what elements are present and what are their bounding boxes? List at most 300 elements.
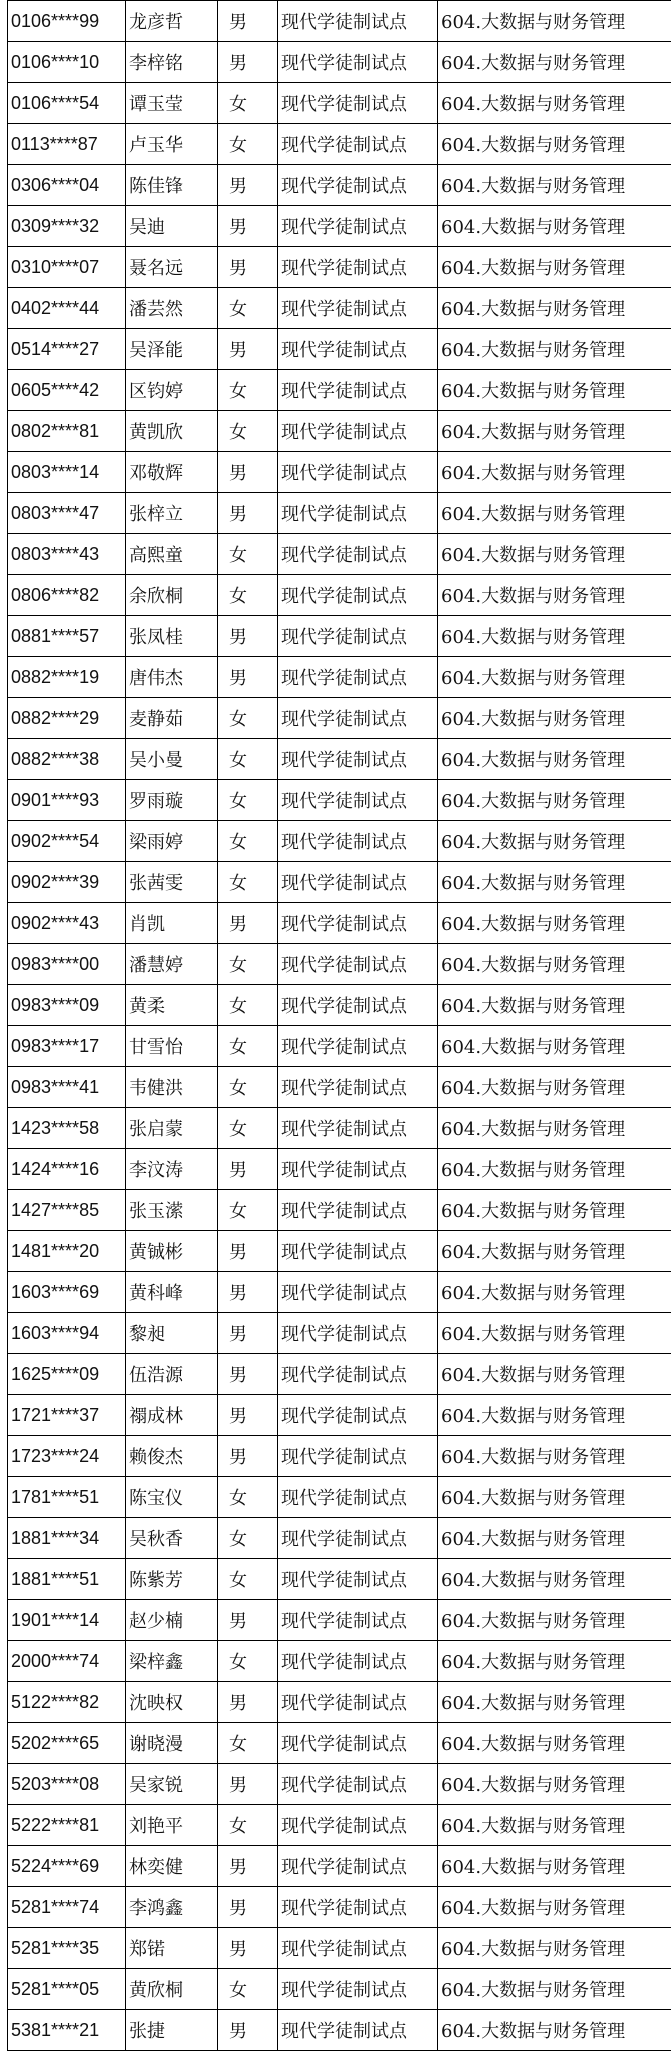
gender-cell: 女 — [218, 534, 278, 575]
student-id-cell: 5222****81 — [8, 1805, 126, 1846]
gender-cell: 男 — [218, 1354, 278, 1395]
student-name-cell: 潘芸然 — [126, 288, 218, 329]
student-name-cell: 张启蒙 — [126, 1108, 218, 1149]
gender-cell: 女 — [218, 1641, 278, 1682]
table-row — [8, 288, 671, 329]
major-cell: 604.大数据与财务管理 — [438, 411, 671, 452]
table-row — [8, 1149, 671, 1190]
table-row — [8, 1928, 671, 1969]
program-type-cell: 现代学徒制试点 — [278, 329, 438, 370]
student-name-cell: 张茜雯 — [126, 862, 218, 903]
major-cell: 604.大数据与财务管理 — [438, 1313, 671, 1354]
student-id-cell: 5122****82 — [8, 1682, 126, 1723]
table-row — [8, 1231, 671, 1272]
student-id-cell: 5224****69 — [8, 1846, 126, 1887]
gender-cell: 男 — [218, 452, 278, 493]
table-row — [8, 1969, 671, 2010]
student-id-cell: 0902****39 — [8, 862, 126, 903]
major-cell: 604.大数据与财务管理 — [438, 1887, 671, 1928]
student-id-cell: 0882****19 — [8, 657, 126, 698]
major-cell: 604.大数据与财务管理 — [438, 1723, 671, 1764]
student-id-cell: 1424****16 — [8, 1149, 126, 1190]
gender-cell: 男 — [218, 42, 278, 83]
student-name-cell: 韦健洪 — [126, 1067, 218, 1108]
program-type-cell: 现代学徒制试点 — [278, 1436, 438, 1477]
table-row — [8, 452, 671, 493]
major-cell: 604.大数据与财务管理 — [438, 944, 671, 985]
student-id-cell: 5381****21 — [8, 2010, 126, 2051]
table-row — [8, 739, 671, 780]
major-cell: 604.大数据与财务管理 — [438, 903, 671, 944]
major-cell: 604.大数据与财务管理 — [438, 698, 671, 739]
student-name-cell: 张玉潆 — [126, 1190, 218, 1231]
program-type-cell: 现代学徒制试点 — [278, 370, 438, 411]
student-id-cell: 5281****35 — [8, 1928, 126, 1969]
major-cell: 604.大数据与财务管理 — [438, 1641, 671, 1682]
student-name-cell: 谢晓漫 — [126, 1723, 218, 1764]
major-cell: 604.大数据与财务管理 — [438, 657, 671, 698]
student-name-cell: 龙彦哲 — [126, 1, 218, 42]
major-cell: 604.大数据与财务管理 — [438, 1559, 671, 1600]
student-name-cell: 刘艳平 — [126, 1805, 218, 1846]
student-name-cell: 麦静茹 — [126, 698, 218, 739]
student-name-cell: 黎昶 — [126, 1313, 218, 1354]
student-name-cell: 伍浩源 — [126, 1354, 218, 1395]
table-row — [8, 2010, 671, 2051]
table-row — [8, 657, 671, 698]
table-row — [8, 903, 671, 944]
table-row — [8, 206, 671, 247]
student-id-cell: 0983****41 — [8, 1067, 126, 1108]
program-type-cell: 现代学徒制试点 — [278, 1272, 438, 1313]
program-type-cell: 现代学徒制试点 — [278, 288, 438, 329]
gender-cell: 男 — [218, 1764, 278, 1805]
major-cell: 604.大数据与财务管理 — [438, 575, 671, 616]
major-cell: 604.大数据与财务管理 — [438, 1272, 671, 1313]
student-name-cell: 赵少楠 — [126, 1600, 218, 1641]
major-cell: 604.大数据与财务管理 — [438, 1928, 671, 1969]
student-id-cell: 1427****85 — [8, 1190, 126, 1231]
program-type-cell: 现代学徒制试点 — [278, 1, 438, 42]
program-type-cell: 现代学徒制试点 — [278, 42, 438, 83]
student-name-cell: 李汶涛 — [126, 1149, 218, 1190]
gender-cell: 女 — [218, 698, 278, 739]
major-cell: 604.大数据与财务管理 — [438, 1846, 671, 1887]
gender-cell: 女 — [218, 1108, 278, 1149]
student-id-cell: 5281****05 — [8, 1969, 126, 2010]
student-name-cell: 梁雨婷 — [126, 821, 218, 862]
gender-cell: 女 — [218, 575, 278, 616]
table-row — [8, 1, 671, 42]
gender-cell: 女 — [218, 1969, 278, 2010]
program-type-cell: 现代学徒制试点 — [278, 903, 438, 944]
major-cell: 604.大数据与财务管理 — [438, 247, 671, 288]
major-cell: 604.大数据与财务管理 — [438, 83, 671, 124]
table-row — [8, 1395, 671, 1436]
student-name-cell: 张捷 — [126, 2010, 218, 2051]
program-type-cell: 现代学徒制试点 — [278, 2010, 438, 2051]
major-cell: 604.大数据与财务管理 — [438, 1600, 671, 1641]
major-cell: 604.大数据与财务管理 — [438, 1395, 671, 1436]
major-cell: 604.大数据与财务管理 — [438, 616, 671, 657]
major-cell: 604.大数据与财务管理 — [438, 1436, 671, 1477]
student-id-cell: 0806****82 — [8, 575, 126, 616]
program-type-cell: 现代学徒制试点 — [278, 1354, 438, 1395]
table-row — [8, 411, 671, 452]
student-name-cell: 肖凯 — [126, 903, 218, 944]
student-name-cell: 张凤桂 — [126, 616, 218, 657]
student-name-cell: 聂名远 — [126, 247, 218, 288]
program-type-cell: 现代学徒制试点 — [278, 1026, 438, 1067]
student-name-cell: 吴迪 — [126, 206, 218, 247]
table-row — [8, 1272, 671, 1313]
student-name-cell: 禤成林 — [126, 1395, 218, 1436]
student-name-cell: 高熙童 — [126, 534, 218, 575]
program-type-cell: 现代学徒制试点 — [278, 985, 438, 1026]
gender-cell: 男 — [218, 903, 278, 944]
student-id-cell: 0882****38 — [8, 739, 126, 780]
table-row — [8, 329, 671, 370]
gender-cell: 男 — [218, 1846, 278, 1887]
table-row — [8, 1477, 671, 1518]
gender-cell: 女 — [218, 1518, 278, 1559]
gender-cell: 女 — [218, 411, 278, 452]
program-type-cell: 现代学徒制试点 — [278, 575, 438, 616]
student-id-cell: 1721****37 — [8, 1395, 126, 1436]
table-row — [8, 1067, 671, 1108]
table-body — [8, 1, 671, 2051]
table-row — [8, 124, 671, 165]
student-name-cell: 梁梓鑫 — [126, 1641, 218, 1682]
program-type-cell: 现代学徒制试点 — [278, 1313, 438, 1354]
major-cell: 604.大数据与财务管理 — [438, 821, 671, 862]
program-type-cell: 现代学徒制试点 — [278, 1190, 438, 1231]
program-type-cell: 现代学徒制试点 — [278, 657, 438, 698]
table-row — [8, 985, 671, 1026]
gender-cell: 女 — [218, 83, 278, 124]
program-type-cell: 现代学徒制试点 — [278, 862, 438, 903]
gender-cell: 女 — [218, 985, 278, 1026]
program-type-cell: 现代学徒制试点 — [278, 1641, 438, 1682]
student-id-cell: 1781****51 — [8, 1477, 126, 1518]
table-row — [8, 698, 671, 739]
program-type-cell: 现代学徒制试点 — [278, 1477, 438, 1518]
student-name-cell: 李鸿鑫 — [126, 1887, 218, 1928]
table-row — [8, 1723, 671, 1764]
gender-cell: 男 — [218, 1600, 278, 1641]
gender-cell: 男 — [218, 1395, 278, 1436]
table-row — [8, 1190, 671, 1231]
student-name-cell: 吴泽能 — [126, 329, 218, 370]
student-id-cell: 5203****08 — [8, 1764, 126, 1805]
program-type-cell: 现代学徒制试点 — [278, 452, 438, 493]
major-cell: 604.大数据与财务管理 — [438, 370, 671, 411]
student-name-cell: 罗雨璇 — [126, 780, 218, 821]
student-name-cell: 潘慧婷 — [126, 944, 218, 985]
program-type-cell: 现代学徒制试点 — [278, 124, 438, 165]
gender-cell: 女 — [218, 1559, 278, 1600]
program-type-cell: 现代学徒制试点 — [278, 493, 438, 534]
table-row — [8, 616, 671, 657]
gender-cell: 女 — [218, 1190, 278, 1231]
major-cell: 604.大数据与财务管理 — [438, 206, 671, 247]
table-row — [8, 42, 671, 83]
program-type-cell: 现代学徒制试点 — [278, 411, 438, 452]
program-type-cell: 现代学徒制试点 — [278, 1682, 438, 1723]
major-cell: 604.大数据与财务管理 — [438, 534, 671, 575]
gender-cell: 女 — [218, 1805, 278, 1846]
table-row — [8, 534, 671, 575]
student-name-cell: 李梓铭 — [126, 42, 218, 83]
table-row — [8, 1764, 671, 1805]
table-row — [8, 1805, 671, 1846]
student-id-cell: 0902****43 — [8, 903, 126, 944]
program-type-cell: 现代学徒制试点 — [278, 1928, 438, 1969]
gender-cell: 男 — [218, 1, 278, 42]
program-type-cell: 现代学徒制试点 — [278, 1518, 438, 1559]
major-cell: 604.大数据与财务管理 — [438, 165, 671, 206]
gender-cell: 女 — [218, 862, 278, 903]
major-cell: 604.大数据与财务管理 — [438, 1026, 671, 1067]
program-type-cell: 现代学徒制试点 — [278, 1559, 438, 1600]
program-type-cell: 现代学徒制试点 — [278, 206, 438, 247]
gender-cell: 女 — [218, 1723, 278, 1764]
student-name-cell: 陈紫芳 — [126, 1559, 218, 1600]
student-id-cell: 0881****57 — [8, 616, 126, 657]
program-type-cell: 现代学徒制试点 — [278, 1149, 438, 1190]
student-name-cell: 黄柔 — [126, 985, 218, 1026]
student-name-cell: 吴小曼 — [126, 739, 218, 780]
major-cell: 604.大数据与财务管理 — [438, 739, 671, 780]
major-cell: 604.大数据与财务管理 — [438, 862, 671, 903]
student-id-cell: 0106****10 — [8, 42, 126, 83]
table-row — [8, 1026, 671, 1067]
student-name-cell: 邓敬辉 — [126, 452, 218, 493]
table-row — [8, 1846, 671, 1887]
major-cell: 604.大数据与财务管理 — [438, 1108, 671, 1149]
gender-cell: 男 — [218, 1231, 278, 1272]
student-name-cell: 郑锘 — [126, 1928, 218, 1969]
table-row — [8, 1313, 671, 1354]
student-name-cell: 唐伟杰 — [126, 657, 218, 698]
gender-cell: 男 — [218, 1887, 278, 1928]
student-id-cell: 0803****43 — [8, 534, 126, 575]
student-id-cell: 0882****29 — [8, 698, 126, 739]
student-id-cell: 0113****87 — [8, 124, 126, 165]
student-id-cell: 0402****44 — [8, 288, 126, 329]
student-id-cell: 1625****09 — [8, 1354, 126, 1395]
program-type-cell: 现代学徒制试点 — [278, 1067, 438, 1108]
gender-cell: 男 — [218, 2010, 278, 2051]
gender-cell: 男 — [218, 493, 278, 534]
gender-cell: 男 — [218, 165, 278, 206]
program-type-cell: 现代学徒制试点 — [278, 83, 438, 124]
student-name-cell: 陈佳锋 — [126, 165, 218, 206]
major-cell: 604.大数据与财务管理 — [438, 1149, 671, 1190]
student-id-cell: 1881****51 — [8, 1559, 126, 1600]
gender-cell: 女 — [218, 944, 278, 985]
gender-cell: 男 — [218, 616, 278, 657]
table-row — [8, 1641, 671, 1682]
table-row — [8, 370, 671, 411]
student-id-cell: 2000****74 — [8, 1641, 126, 1682]
student-name-cell: 张梓立 — [126, 493, 218, 534]
major-cell: 604.大数据与财务管理 — [438, 329, 671, 370]
student-name-cell: 黄凯欣 — [126, 411, 218, 452]
table-row — [8, 1518, 671, 1559]
student-name-cell: 甘雪怡 — [126, 1026, 218, 1067]
student-id-cell: 0901****93 — [8, 780, 126, 821]
student-id-cell: 1723****24 — [8, 1436, 126, 1477]
gender-cell: 女 — [218, 1067, 278, 1108]
major-cell: 604.大数据与财务管理 — [438, 493, 671, 534]
gender-cell: 女 — [218, 780, 278, 821]
student-name-cell: 余欣桐 — [126, 575, 218, 616]
table-row — [8, 862, 671, 903]
major-cell: 604.大数据与财务管理 — [438, 452, 671, 493]
student-id-cell: 0605****42 — [8, 370, 126, 411]
major-cell: 604.大数据与财务管理 — [438, 1354, 671, 1395]
gender-cell: 男 — [218, 1272, 278, 1313]
student-id-cell: 0803****14 — [8, 452, 126, 493]
student-name-cell: 谭玉莹 — [126, 83, 218, 124]
student-name-cell: 黄欣桐 — [126, 1969, 218, 2010]
program-type-cell: 现代学徒制试点 — [278, 1846, 438, 1887]
gender-cell: 女 — [218, 1477, 278, 1518]
gender-cell: 女 — [218, 370, 278, 411]
student-name-cell: 黄科峰 — [126, 1272, 218, 1313]
program-type-cell: 现代学徒制试点 — [278, 1969, 438, 2010]
student-id-cell: 5281****74 — [8, 1887, 126, 1928]
student-name-cell: 区钧婷 — [126, 370, 218, 411]
student-name-cell: 吴秋香 — [126, 1518, 218, 1559]
program-type-cell: 现代学徒制试点 — [278, 780, 438, 821]
student-name-cell: 卢玉华 — [126, 124, 218, 165]
student-id-cell: 0306****04 — [8, 165, 126, 206]
student-id-cell: 1881****34 — [8, 1518, 126, 1559]
student-name-cell: 陈宝仪 — [126, 1477, 218, 1518]
student-id-cell: 0983****17 — [8, 1026, 126, 1067]
major-cell: 604.大数据与财务管理 — [438, 1518, 671, 1559]
gender-cell: 男 — [218, 206, 278, 247]
student-id-cell: 0802****81 — [8, 411, 126, 452]
program-type-cell: 现代学徒制试点 — [278, 1108, 438, 1149]
student-id-cell: 5202****65 — [8, 1723, 126, 1764]
student-id-cell: 0983****09 — [8, 985, 126, 1026]
major-cell: 604.大数据与财务管理 — [438, 1067, 671, 1108]
gender-cell: 女 — [218, 288, 278, 329]
student-id-cell: 0803****47 — [8, 493, 126, 534]
student-id-cell: 1423****58 — [8, 1108, 126, 1149]
major-cell: 604.大数据与财务管理 — [438, 985, 671, 1026]
program-type-cell: 现代学徒制试点 — [278, 821, 438, 862]
student-id-cell: 1603****69 — [8, 1272, 126, 1313]
student-name-cell: 吴家锐 — [126, 1764, 218, 1805]
table-row — [8, 821, 671, 862]
gender-cell: 女 — [218, 739, 278, 780]
table-row — [8, 1354, 671, 1395]
table-row — [8, 247, 671, 288]
major-cell: 604.大数据与财务管理 — [438, 288, 671, 329]
major-cell: 604.大数据与财务管理 — [438, 1190, 671, 1231]
table-row — [8, 83, 671, 124]
student-id-cell: 1481****20 — [8, 1231, 126, 1272]
gender-cell: 男 — [218, 247, 278, 288]
table-row — [8, 493, 671, 534]
major-cell: 604.大数据与财务管理 — [438, 2010, 671, 2051]
gender-cell: 女 — [218, 1026, 278, 1067]
major-cell: 604.大数据与财务管理 — [438, 42, 671, 83]
program-type-cell: 现代学徒制试点 — [278, 165, 438, 206]
student-id-cell: 0106****99 — [8, 1, 126, 42]
program-type-cell: 现代学徒制试点 — [278, 1600, 438, 1641]
program-type-cell: 现代学徒制试点 — [278, 534, 438, 575]
program-type-cell: 现代学徒制试点 — [278, 1805, 438, 1846]
student-table — [7, 0, 671, 2051]
student-name-cell: 林奕健 — [126, 1846, 218, 1887]
student-id-cell: 0983****00 — [8, 944, 126, 985]
student-id-cell: 0309****32 — [8, 206, 126, 247]
table-row — [8, 1682, 671, 1723]
major-cell: 604.大数据与财务管理 — [438, 1, 671, 42]
table-row — [8, 1436, 671, 1477]
student-id-cell: 0310****07 — [8, 247, 126, 288]
major-cell: 604.大数据与财务管理 — [438, 124, 671, 165]
program-type-cell: 现代学徒制试点 — [278, 1887, 438, 1928]
gender-cell: 男 — [218, 657, 278, 698]
gender-cell: 女 — [218, 124, 278, 165]
major-cell: 604.大数据与财务管理 — [438, 1231, 671, 1272]
major-cell: 604.大数据与财务管理 — [438, 1764, 671, 1805]
program-type-cell: 现代学徒制试点 — [278, 1764, 438, 1805]
table-row — [8, 1559, 671, 1600]
student-name-cell: 赖俊杰 — [126, 1436, 218, 1477]
table-row — [8, 1108, 671, 1149]
gender-cell: 男 — [218, 1436, 278, 1477]
program-type-cell: 现代学徒制试点 — [278, 1395, 438, 1436]
table-row — [8, 1600, 671, 1641]
gender-cell: 男 — [218, 1682, 278, 1723]
table-row — [8, 1887, 671, 1928]
program-type-cell: 现代学徒制试点 — [278, 616, 438, 657]
program-type-cell: 现代学徒制试点 — [278, 698, 438, 739]
major-cell: 604.大数据与财务管理 — [438, 1969, 671, 2010]
program-type-cell: 现代学徒制试点 — [278, 944, 438, 985]
student-name-cell: 黄铖彬 — [126, 1231, 218, 1272]
table-row — [8, 944, 671, 985]
program-type-cell: 现代学徒制试点 — [278, 1723, 438, 1764]
program-type-cell: 现代学徒制试点 — [278, 1231, 438, 1272]
gender-cell: 男 — [218, 329, 278, 370]
student-name-cell: 沈映权 — [126, 1682, 218, 1723]
student-id-cell: 0902****54 — [8, 821, 126, 862]
major-cell: 604.大数据与财务管理 — [438, 1682, 671, 1723]
table-row — [8, 780, 671, 821]
major-cell: 604.大数据与财务管理 — [438, 780, 671, 821]
student-id-cell: 0514****27 — [8, 329, 126, 370]
student-id-cell: 1901****14 — [8, 1600, 126, 1641]
gender-cell: 男 — [218, 1149, 278, 1190]
program-type-cell: 现代学徒制试点 — [278, 247, 438, 288]
major-cell: 604.大数据与财务管理 — [438, 1805, 671, 1846]
gender-cell: 女 — [218, 821, 278, 862]
student-id-cell: 0106****54 — [8, 83, 126, 124]
table-row — [8, 575, 671, 616]
gender-cell: 男 — [218, 1313, 278, 1354]
program-type-cell: 现代学徒制试点 — [278, 739, 438, 780]
table-row — [8, 165, 671, 206]
gender-cell: 男 — [218, 1928, 278, 1969]
